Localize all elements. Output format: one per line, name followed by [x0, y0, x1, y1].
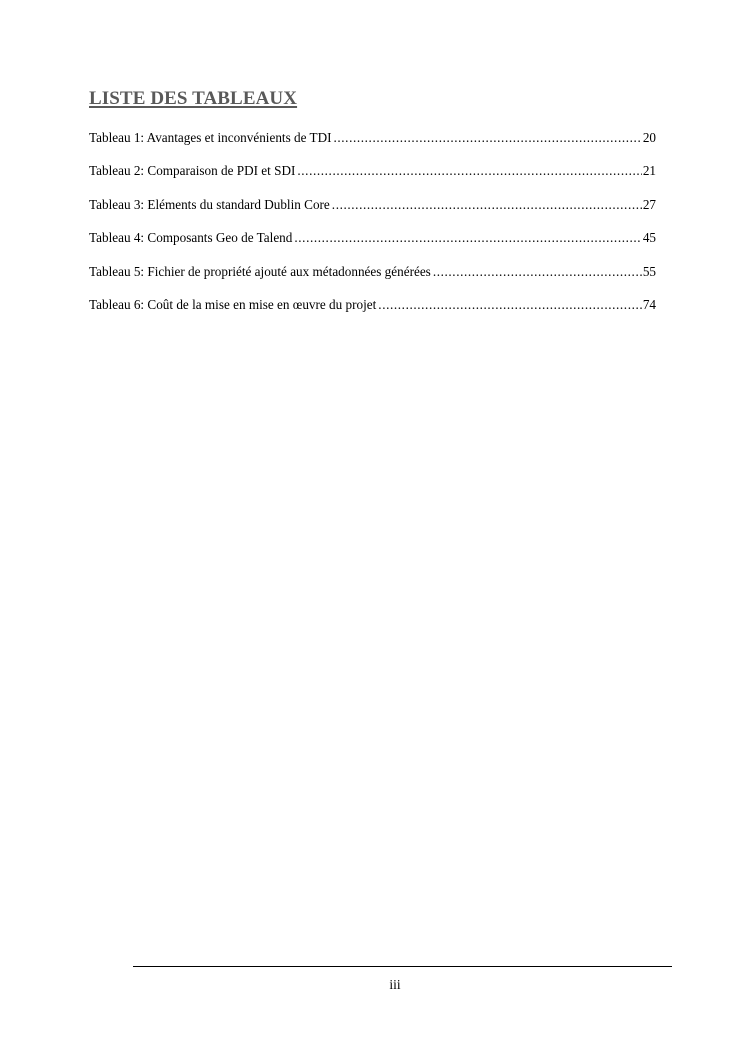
toc-entry-page: 21 [642, 163, 656, 179]
page-number: iii [389, 977, 401, 992]
toc-entry-label: Tableau 5: Fichier de propriété ajouté aux métadonnées générées [89, 263, 431, 279]
table-of-tables [89, 130, 656, 330]
toc-entry-page: 20 [642, 130, 656, 145]
list-of-tables-heading: LISTE DES TABLEAUX [89, 88, 298, 109]
toc-entry-label: Tableau 3: Eléments du standard Dublin Core [89, 196, 330, 212]
footer-divider [133, 966, 672, 967]
dot-leader [433, 264, 642, 280]
dot-leader [378, 297, 642, 313]
toc-entry-3[interactable] [89, 197, 656, 230]
toc-entry-label: Tableau 6: Coût de la mise en mise en œuvre du projet [89, 296, 377, 312]
toc-entry-label: Tableau 1: Avantages et inconvénients de TDI [89, 130, 332, 145]
toc-entry-6[interactable] [89, 297, 656, 330]
dot-leader [332, 197, 642, 213]
dot-leader [294, 230, 641, 246]
dot-leader [333, 130, 641, 146]
toc-entry-page: 27 [642, 196, 656, 212]
toc-entry-page: 74 [642, 296, 656, 312]
toc-entry-1[interactable] [89, 130, 656, 163]
toc-entry-5[interactable] [89, 264, 656, 297]
toc-entry-2[interactable] [89, 163, 656, 196]
dot-leader [297, 163, 641, 179]
toc-entry-page: 45 [642, 230, 656, 246]
toc-entry-page: 55 [642, 263, 656, 279]
toc-entry-label: Tableau 2: Comparaison de PDI et SDI [89, 163, 296, 179]
toc-entry-4[interactable] [89, 230, 656, 263]
toc-entry-label: Tableau 4: Composants Geo de Talend [89, 230, 293, 246]
